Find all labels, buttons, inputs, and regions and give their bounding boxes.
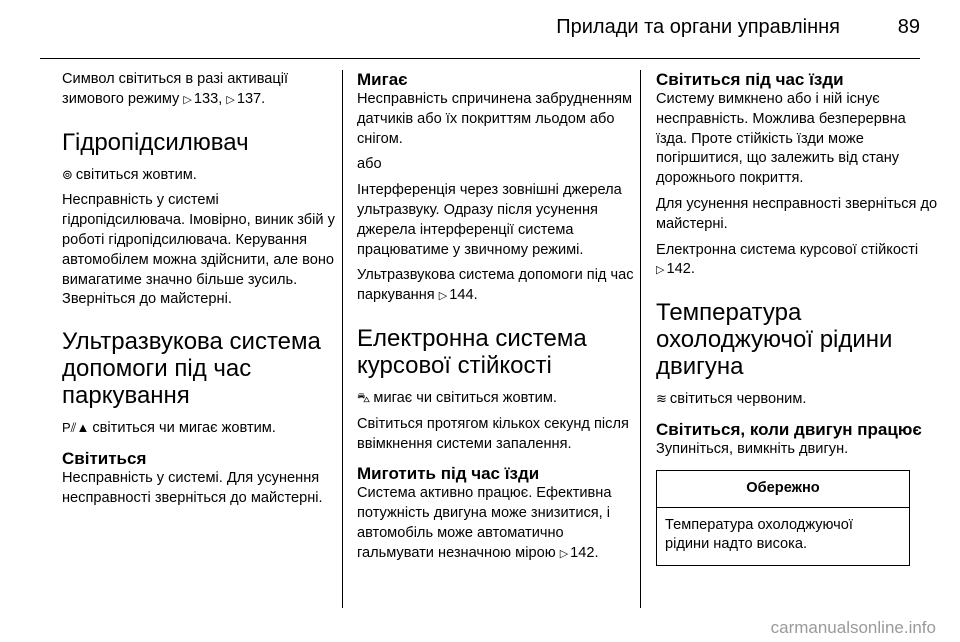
interference-text: Інтерференція через зовнішні джерела ультразвуку. Одразу після усунення джерела інтерференції система працюватиме у звичному режимі.	[357, 182, 622, 258]
column-divider	[640, 70, 641, 608]
section-heading-power-steering: Гідропідсилювач	[62, 128, 249, 156]
section-heading-esc: Електронна система курсової стійкості	[357, 324, 587, 379]
page-ref-arrow-icon: ▷	[438, 290, 448, 303]
power-steering-text: Несправність у системі гідропідсилювача. Імовірно, виник збій у роботі гідропідсилювача. Керування автомобілем можна здійснити, але воно вимагатиме значно більше зусиль. Зверніться до майстерні.	[62, 192, 335, 308]
page-ref[interactable]: 137.	[236, 90, 266, 107]
esc-ref-paragraph: Електронна система курсової стійкості ▷ 142.	[656, 241, 919, 278]
subheading-engine-running: Світиться, коли двигун працює	[656, 419, 922, 439]
steering-wheel-icon: ⊚	[62, 166, 73, 182]
esc-icon: ⛍	[357, 389, 371, 405]
column-right	[656, 70, 938, 566]
parking-system-ref-paragraph: Ультразвукова система допомоги під час паркування ▷ 144.	[357, 267, 634, 304]
engine-text: Зупиніться, вимкніть двигун.	[656, 440, 849, 457]
section-heading-coolant-temperature: Температура охолоджуючої рідини двигуна	[656, 299, 893, 381]
column-left	[62, 70, 344, 515]
fix-text: Для усунення несправності зверніться до майстерні.	[656, 195, 938, 232]
caution-title: Обережно	[657, 471, 909, 508]
lit-text: Несправність у системі. Для усунення несправності зверніться до майстерні.	[62, 469, 323, 506]
page-ref[interactable]: 133,	[193, 90, 223, 107]
caution-text: Температура охолоджуючої рідини надто висока.	[665, 516, 853, 553]
page-ref-arrow-icon: ▷	[226, 93, 235, 106]
page-ref[interactable]: 142.	[666, 261, 695, 278]
esc-text: Світиться протягом кількох секунд після ввімкнення системи запалення.	[357, 415, 629, 452]
page-header-title: Прилади та органи управління	[556, 16, 840, 38]
page-ref-arrow-icon: ▷	[656, 264, 665, 277]
blink-text: Несправність спричинена забрудненням датчиків або їх покриттям льодом або снігом.	[357, 91, 633, 147]
parking-assist-status: P⫽▲ світиться чи мигає жовтим.	[62, 420, 276, 437]
page-ref-arrow-icon: ▷	[183, 93, 192, 106]
drive-text: Систему вимкнено або і ній існує несправність. Можлива безперервна їзда. Проте стійкість їзди може погіршитися, що залежить від стану дорожнього покриття.	[656, 91, 906, 187]
or-text: або	[357, 156, 382, 173]
header-divider	[40, 58, 920, 59]
winter-mode-paragraph: Символ світиться в разі активації зимового режиму ▷ 133, ▷ 137.	[62, 71, 289, 107]
esc-status: ⛍ мигає чи світиться жовтим.	[357, 389, 557, 406]
power-steering-status: ⊚ світиться жовтим.	[62, 166, 197, 183]
column-middle	[357, 70, 639, 571]
subheading-blinks: Мигає	[357, 70, 408, 89]
watermark: carmanualsonline.info	[770, 618, 936, 637]
section-heading-parking-assist: Ультразвукова система допомоги під час паркування	[62, 328, 321, 410]
subheading-blinks-while-driving: Миготить під час їзди	[357, 464, 540, 484]
caution-box	[656, 470, 910, 566]
subheading-lit: Світиться	[62, 448, 147, 468]
subheading-lit-while-driving: Світиться під час їзди	[656, 70, 844, 89]
coolant-temperature-icon: ≋	[656, 391, 667, 407]
page-ref[interactable]: 142.	[570, 544, 599, 561]
page-ref-arrow-icon: ▷	[559, 547, 569, 560]
page-number: 89	[897, 16, 920, 38]
coolant-status: ≋ світиться червоним.	[656, 391, 807, 408]
blink-drive-text: Система активно працює. Ефективна потужність двигуна може знизитися, і автомобіль може автоматично гальмувати незначною мірою ▷ 142.	[357, 485, 612, 561]
parking-assist-icon: P⫽▲	[62, 420, 90, 436]
page-ref[interactable]: 144.	[449, 287, 478, 304]
